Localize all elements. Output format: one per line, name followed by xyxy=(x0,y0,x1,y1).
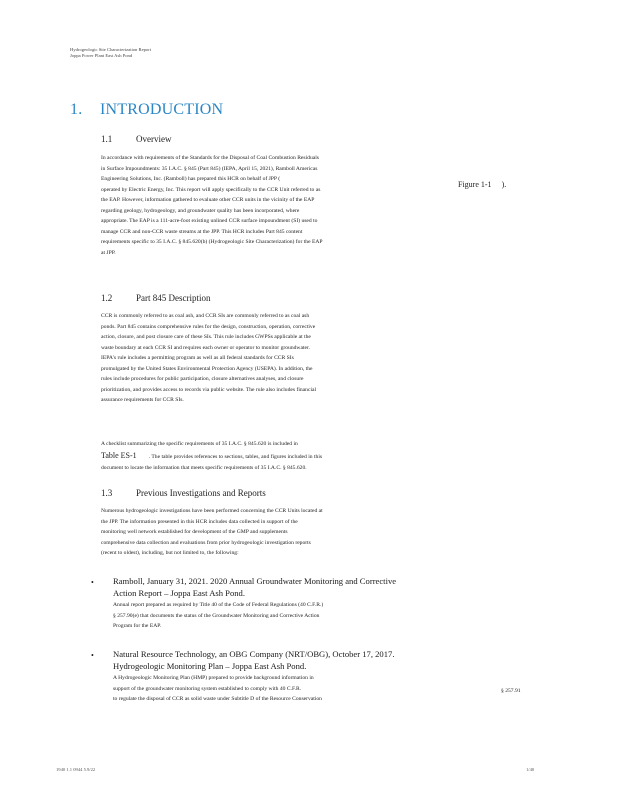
subsection-number: 1.1 xyxy=(101,134,113,144)
part-845-paragraph-2 xyxy=(101,439,371,473)
figure-reference xyxy=(458,180,506,189)
text-line: § 257.90(e) that documents the status of the Groundwater Monitoring and Corrective Action xyxy=(113,612,320,619)
text-line: manage CCR and non-CCR waste streams at the JPP. This HCR includes Part 845 content xyxy=(101,228,303,235)
table-link[interactable]: Table ES-1 xyxy=(101,450,137,460)
running-header-line-2: Joppa Power Plant East Ash Pond xyxy=(70,53,133,58)
regulation-reference: § 257.91 xyxy=(501,688,521,694)
part-845-paragraph-1 xyxy=(101,311,371,406)
text-fragment: . The table provides references to sections, tables, and figures included in this xyxy=(148,453,323,460)
text-line: Program for the EAP. xyxy=(113,623,162,629)
figure-link[interactable]: Figure 1-1 xyxy=(458,180,492,189)
text-line: to regulate the disposal of CCR as solid waste under Subtitle D of the Resource Conservation xyxy=(113,696,322,702)
bullet-1-description xyxy=(113,600,373,632)
subsection-number: 1.3 xyxy=(101,488,113,498)
overview-paragraph xyxy=(101,153,371,258)
text-line: assurance requirements for CCR SIs. xyxy=(101,397,184,403)
text-line: A Hydrogeologic Monitoring Plan (HMP) prepared to provide background information in xyxy=(113,675,314,681)
text-line: Engineering Solutions, Inc. (Ramboll) has prepared this HCR on behalf of JPP ( xyxy=(101,176,281,182)
section-title: INTRODUCTION xyxy=(100,101,224,118)
subsection-title: Overview xyxy=(136,134,172,144)
text-line: requirements specific to 35 I.A.C. § 845.620(b) (Hydrogeologic Site Characterization) for the EAP xyxy=(101,239,323,245)
text-line: action, closure, and post closure care of these SIs. This rule includes GWPSs applicable at the xyxy=(101,334,311,340)
text-line: IEPA's rule includes a permitting program as well as all federal standards for CCR SIs xyxy=(101,355,294,361)
text-line: in Surface Impoundments: 35 I.A.C. § 845 (Part 845) (IEPA, April 15, 2021), Ramboll Americas xyxy=(101,165,318,172)
bullet-2-description xyxy=(113,673,373,705)
text-line: at JPP. xyxy=(101,249,116,256)
bullet-icon: • xyxy=(91,578,94,587)
subsection-title: Previous Investigations and Reports xyxy=(136,488,266,498)
text-line: the JPP. The information presented in this HCR includes data collected in support of the xyxy=(101,518,298,525)
figure-close-paren: ). xyxy=(501,180,507,189)
text-line: regarding geology, hydrogeology, and groundwater quality has been incorporated, where xyxy=(101,207,300,214)
text-line: CCR is commonly referred to as coal ash, and CCR SIs are commonly referred to as coal ash xyxy=(101,313,310,319)
text-line: Numerous hydrogeologic investigations have been performed concerning the CCR Units located at xyxy=(101,508,323,514)
bullet-icon: • xyxy=(91,651,94,660)
text-line: support of the groundwater monitoring system established to comply with 40 C.F.R. xyxy=(113,685,302,692)
section-number: 1. xyxy=(70,101,83,118)
text-line: Ramboll, January 31, 2021. 2020 Annual Groundwater Monitoring and Corrective xyxy=(113,576,397,586)
text-line: A checklist summarizing the specific requirements of 35 I.A.C. § 845.620 is included in xyxy=(101,441,298,447)
text-line: ponds. Part 845 contains comprehensive rules for the design, construction, operation, corrective xyxy=(101,323,316,330)
text-line: Natural Resource Technology, an OBG Company (NRT/OBG), October 17, 2017. xyxy=(113,649,395,659)
text-line: (recent to oldest), including, but not limited to, the following: xyxy=(101,550,239,556)
text-line: the EAP. However, information gathered to evaluate other CCR units in the vicinity of the EAP xyxy=(101,197,315,203)
section-heading-introduction xyxy=(70,101,223,119)
text-line: Hydrogeologic Monitoring Plan – Joppa East Ash Pond. xyxy=(113,660,307,671)
bullet-1-title xyxy=(113,576,443,599)
text-line-with-table-ref xyxy=(101,450,371,463)
running-header-line-1: Hydrogeologic Site Characterization Report xyxy=(70,47,152,52)
subsection-heading-part-845 xyxy=(101,293,211,303)
subsection-title: Part 845 Description xyxy=(136,293,211,303)
text-line: promulgated by the United States Environmental Protection Agency (USEPA). In addition, the xyxy=(101,365,313,372)
subsection-heading-previous-investigations xyxy=(101,488,266,498)
text-line: prioritization, and provides access to records via public website. The rule also includes financial xyxy=(101,386,317,393)
text-line: monitoring well network established for development of the GMP and supplements xyxy=(101,529,288,535)
text-line: waste boundary at each CCR SI and requires each owner or operator to monitor groundwater. xyxy=(101,344,310,351)
text-line: operated by Electric Energy, Inc. This report will apply specifically to the CCR Unit referred to as xyxy=(101,186,321,193)
bullet-2-title xyxy=(113,649,443,672)
text-line: comprehensive data collection and evaluations from prior hydrogeologic investigation reports xyxy=(101,539,311,546)
page-number: 1/40 xyxy=(526,767,535,772)
text-line: rules include procedures for public participation, closure alternatives analyses, and closure xyxy=(101,376,304,382)
text-line: document to locate the information that meets specific requirements of 35 I.A.C. § 845.620. xyxy=(101,464,307,471)
previous-investigations-paragraph xyxy=(101,506,371,559)
footer-left: 1940 1.1 0944 5.9/22 xyxy=(56,767,96,772)
subsection-number: 1.2 xyxy=(101,293,113,303)
text-line: Action Report – Joppa East Ash Pond. xyxy=(113,587,246,598)
subsection-heading-overview xyxy=(101,134,172,144)
text-line: appropriate. The EAP is a 111-acre-foot existing unlined CCR surface impoundment (SI) used to xyxy=(101,218,318,224)
text-line: In accordance with requirements of the Standards for the Disposal of Coal Combustion Residuals xyxy=(101,155,319,161)
text-line: Annual report prepared as required by Title 40 of the Code of Federal Regulations (40 C.F.R.) xyxy=(113,602,324,608)
